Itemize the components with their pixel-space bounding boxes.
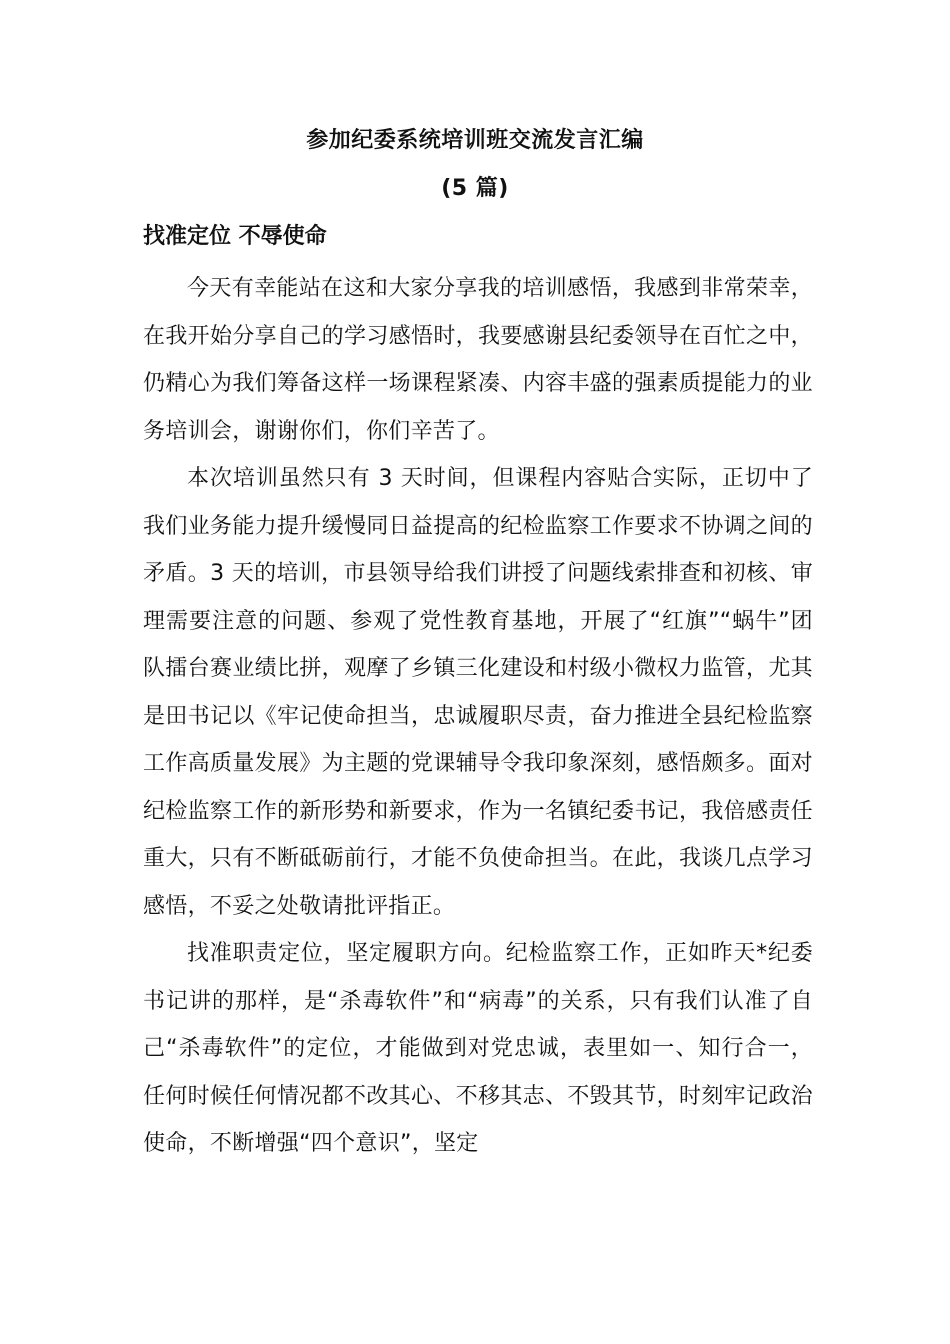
- document-title: 参加纪委系统培训班交流发言汇编: [306, 128, 644, 153]
- document-subtitle: (5 篇): [441, 176, 509, 201]
- paragraph-3: 找准职责定位，坚定履职方向。纪检监察工作，正如昨天*纪委书记讲的那样，是“杀毒软件”和“病毒”的关系，只有我们认准了自己“杀毒软件”的定位，才能做到对党忠诚，表里如一、知行合一，任何时候任何情况都不改其心、不移其志、不毁其节，时刻牢记政治使命，不断增强“四个意识”，坚定: [143, 941, 813, 1156]
- document-body: [143, 265, 813, 1168]
- paragraph-1: 今天有幸能站在这和大家分享我的培训感悟，我感到非常荣幸，在我开始分享自己的学习感悟时，我要感谢县纪委领导在百忙之中，仍精心为我们筹备这样一场课程紧凑、内容丰盛的强素质提能力的业务培训会，谢谢你们，你们辛苦了。: [143, 276, 813, 444]
- section-heading: 找准定位 不辱使命: [143, 224, 327, 249]
- paragraph-2: 本次培训虽然只有 3 天时间，但课程内容贴合实际，正切中了我们业务能力提升缓慢同日益提高的纪检监察工作要求不协调之间的矛盾。3 天的培训，市县领导给我们讲授了问题线索排查和初核、审理需要注意的问题、参观了党性教育基地，开展了“红旗”“蜗牛”团队擂台赛业绩比拼，观摩了乡镇三化建设和村级小微权力监管，尤其是田书记以《牢记使命担当，忠诚履职尽责，奋力推进全县纪检监察工作高质量发展》为主题的党课辅导令我印象深刻，感悟颇多。面对纪检监察工作的新形势和新要求，作为一名镇纪委书记，我倍感责任重大，只有不断砥砺前行，才能不负使命担当。在此，我谈几点学习感悟，不妥之处敬请批评指正。: [143, 466, 813, 919]
